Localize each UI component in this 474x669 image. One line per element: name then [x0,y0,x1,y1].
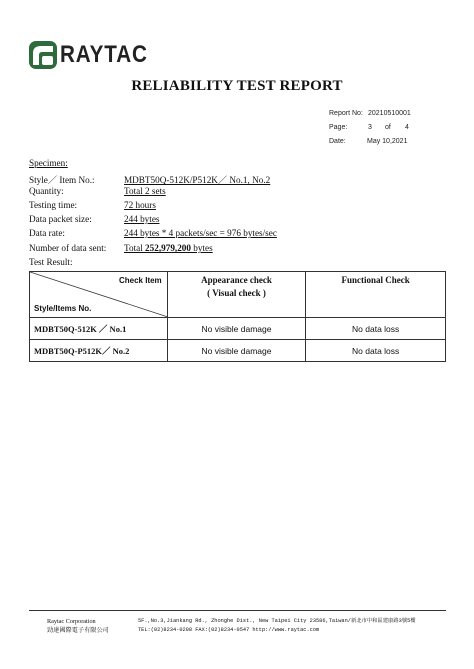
row-functional: No data loss [306,340,446,362]
sent-number: 252,979,200 [145,243,191,253]
footer-address: 5F.,No.3,Jiankang Rd., Zhonghe Dist., New Taipei City 23586,Taiwan/新北市中和區建康路3號5樓 [138,618,416,624]
footer-contact [138,617,416,635]
row-functional: No data loss [306,318,446,340]
spec-value [124,243,213,253]
table-row [30,340,446,362]
report-title: RELIABILITY TEST REPORT [131,78,343,94]
footer-phone-web: TEL:(02)8234-0208 FAX:(02)8234-0547 http://www.raytac.com [138,627,320,633]
spec-value: Total 2 sets [124,186,166,196]
raytac-logo-icon [29,41,57,69]
company-logo [29,40,162,70]
appearance-title: Appearance check [201,275,272,285]
sent-prefix: Total [124,243,146,253]
row-item: MDBT50Q-512K ／ No.1 [30,318,168,340]
diagonal-header-cell [30,272,168,318]
functional-check-header: Functional Check [306,272,446,318]
spec-value: MDBT50Q-512K/P512K／ No.1, No.2 [124,175,271,185]
date-label: Date: [329,138,346,145]
date-value: May 10,2021 [367,138,408,145]
spec-label: Testing time: [29,200,78,210]
page-label: Page: [329,124,348,131]
page-value: 3 [368,124,372,131]
page-of: of [385,124,391,131]
report-no-label: Report No: [329,110,363,117]
appearance-subtitle: ( Visual check ) [207,288,266,298]
spec-value: 72 hours [124,200,156,210]
row-item: MDBT50Q-P512K／ No.2 [30,340,168,362]
spec-label: Quantity: [29,186,64,196]
spec-label: Number of data sent: [29,243,107,253]
test-result-table [29,271,446,362]
footer-company [47,617,109,635]
spec-label: Data rate: [29,228,65,238]
company-name-zh: 勁達國際電子有限公司 [47,627,109,634]
report-no-value: 20210510001 [368,110,411,117]
specimen-heading: Specimen: [29,158,68,168]
table-row [30,318,446,340]
table-header-row [30,272,446,318]
sent-suffix: bytes [190,243,213,253]
appearance-check-header [167,272,306,318]
check-item-label: Check Item [118,276,162,285]
test-result-heading: Test Result: [29,257,73,267]
logo-text: RAYTAC [60,41,148,68]
spec-value: 244 bytes [124,214,160,224]
spec-value: 244 bytes * 4 packets/sec = 976 bytes/sec [124,228,277,238]
company-name-en: Raytac Corporation [47,618,96,625]
spec-label: Style／ Item No.: [29,175,95,185]
style-items-label: Style/Items No. [34,304,92,313]
row-appearance: No visible damage [167,340,306,362]
spec-label: Data packet size: [29,214,92,224]
page-total: 4 [405,124,409,131]
footer-divider [29,610,446,611]
row-appearance: No visible damage [167,318,306,340]
